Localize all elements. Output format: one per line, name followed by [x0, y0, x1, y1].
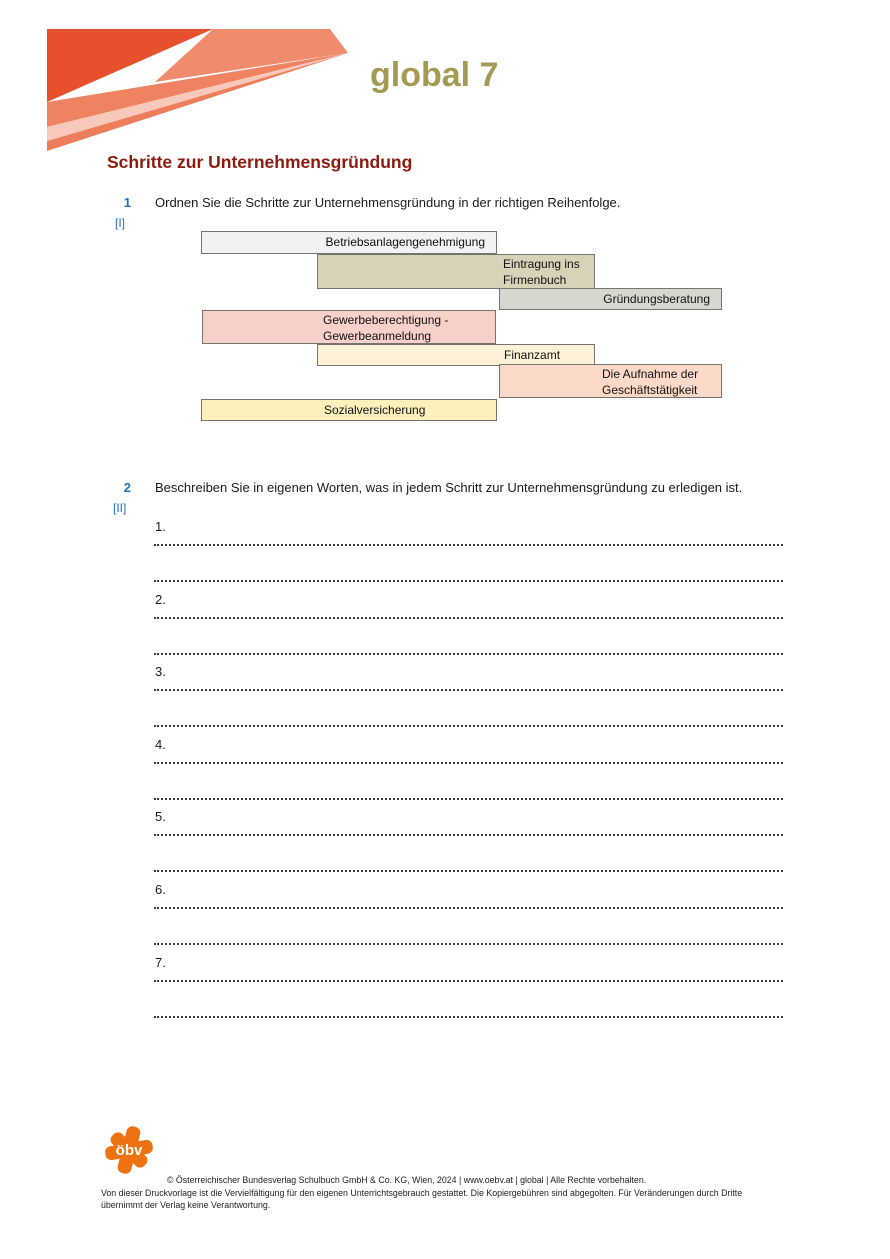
answer-line	[154, 943, 783, 945]
task1-instruction: Ordnen Sie die Schritte zur Unternehmensgründung in der richtigen Reihenfolge.	[155, 195, 621, 210]
oebv-logo-text: öbv	[115, 1142, 143, 1159]
answer-line	[154, 834, 783, 836]
answer-line	[154, 725, 783, 727]
task2-number: 2	[123, 480, 131, 495]
answer-item-number: 4.	[155, 736, 166, 752]
answer-item-number: 2.	[155, 591, 166, 607]
series-title: global 7	[370, 56, 499, 94]
answer-line	[154, 980, 783, 982]
answer-line	[154, 689, 783, 691]
footer-note: Von dieser Druckvorlage ist die Vervielfältigung für den eigenen Unterrichtsgebrauch gestattet. Die Kopiergebühren sind abgegolten. Für Veränderungen durch Dritte übernimmt der Verlag keine Verantwortung.	[101, 1188, 743, 1211]
answer-item-number: 5.	[155, 809, 166, 825]
answer-line	[154, 580, 783, 582]
footer-copyright: © Österreichischer Bundesverlag Schulbuch GmbH & Co. KG, Wien, 2024 | www.oebv.at | global | Alle Rechte vorbehalten.	[167, 1175, 647, 1185]
answer-item	[154, 664, 784, 737]
task1-number: 1	[123, 195, 131, 210]
answer-item	[154, 809, 784, 882]
answer-item	[154, 737, 784, 810]
task1-competence-level: [I]	[115, 216, 126, 230]
worksheet-title: Schritte zur Unternehmensgründung	[107, 152, 413, 172]
answer-item	[154, 955, 784, 1028]
answer-item-number: 7.	[155, 954, 166, 970]
sequence-box-gewerbeberechtigung: Gewerbeberechtigung - Gewerbeanmeldung	[202, 310, 496, 344]
answer-line	[154, 544, 783, 546]
answer-line	[154, 870, 783, 872]
answer-line	[154, 907, 783, 909]
sequence-box-sozialversicherung: Sozialversicherung	[201, 399, 497, 421]
answer-line	[154, 798, 783, 800]
sequence-box-eintragung-firmenbuch: Eintragung ins Firmenbuch	[317, 254, 595, 289]
answer-line	[154, 653, 783, 655]
answer-line	[154, 762, 783, 764]
answer-line	[154, 1016, 783, 1018]
sequence-box-aufnahme-geschaeftstaetigkeit: Die Aufnahme der Geschäftstätigkeit	[499, 364, 722, 398]
answer-item	[154, 592, 784, 665]
answer-item	[154, 882, 784, 955]
sequence-box-betriebsanlagengenehmigung: Betriebsanlagengenehmigung	[201, 231, 497, 254]
sequence-box-finanzamt: Finanzamt	[317, 344, 595, 366]
oebv-logo-icon	[103, 1124, 155, 1176]
task2-competence-level: [II]	[113, 501, 127, 515]
answer-item-number: 1.	[155, 519, 166, 534]
answer-line	[154, 617, 783, 619]
answer-item-number: 3.	[155, 664, 166, 680]
answer-item-number: 6.	[155, 881, 166, 897]
sequence-box-gruendungsberatung: Gründungsberatung	[499, 288, 722, 310]
answer-item	[154, 519, 784, 592]
header-banner-graphic	[47, 29, 350, 152]
answer-list	[154, 519, 784, 1027]
task2-instruction: Beschreiben Sie in eigenen Worten, was in jedem Schritt zur Unternehmensgründung zu erledigen ist.	[155, 480, 743, 495]
